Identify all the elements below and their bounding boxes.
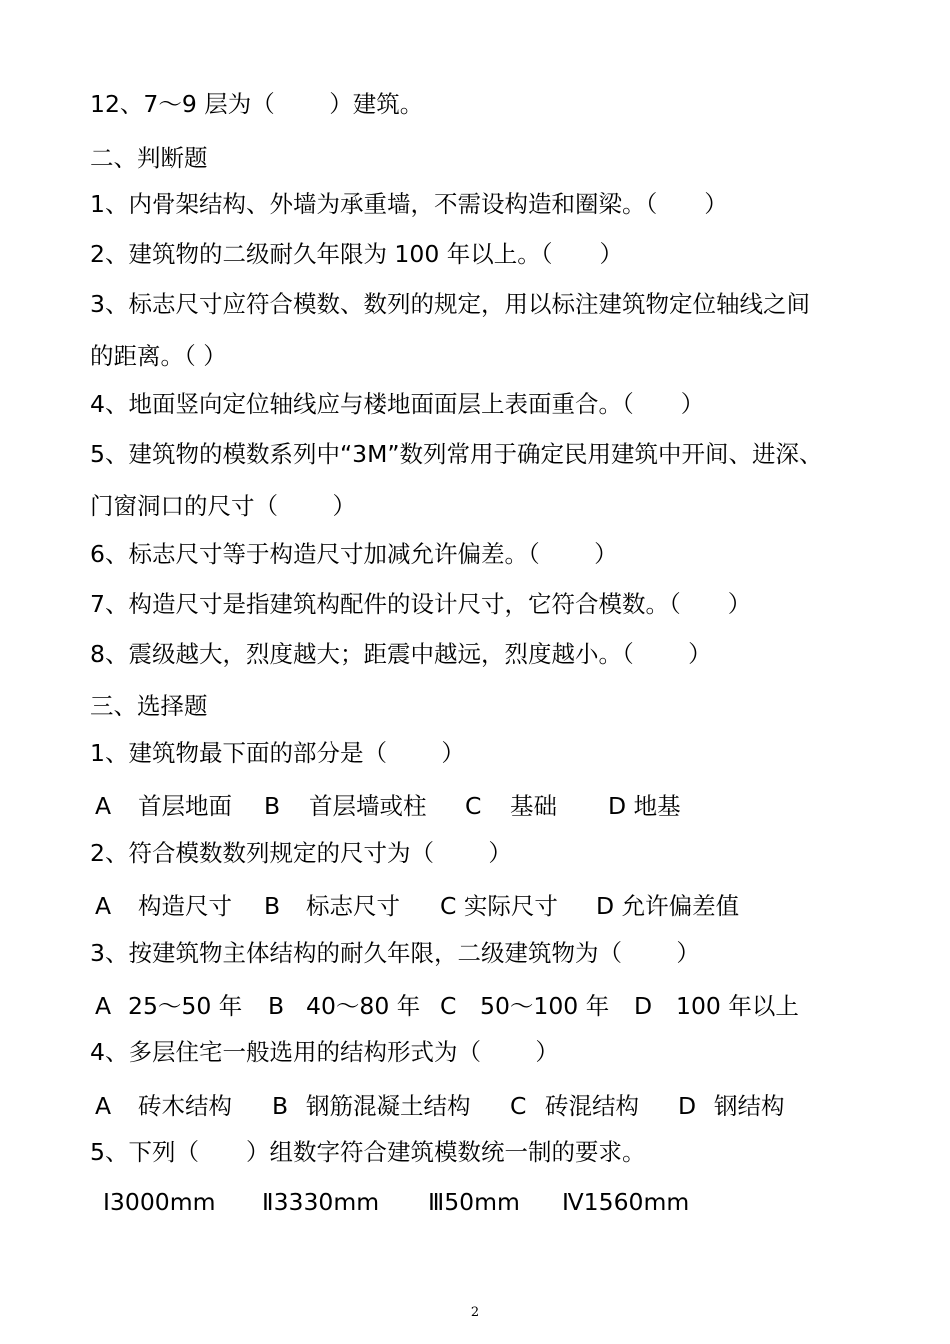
mc-question-1: 1、建筑物最下面的部分是（ ） xyxy=(90,739,465,767)
option-roman-1: Ⅰ3000mm xyxy=(103,1188,216,1216)
mc-question-4: 4、多层住宅一般选用的结构形式为（ ） xyxy=(90,1038,559,1066)
mc-question-2: 2、符合模数数列规定的尺寸为（ ） xyxy=(90,839,512,867)
option-d: D 地基 xyxy=(608,792,681,820)
option-label-d: D xyxy=(634,992,653,1020)
tf-question-3-continued: 的距离。（ ） xyxy=(90,342,227,370)
option-c-text: 基础 xyxy=(510,792,557,820)
option-roman-4: Ⅳ1560mm xyxy=(562,1188,690,1216)
option-label-a: A xyxy=(95,992,112,1020)
option-label-a: A xyxy=(95,792,112,820)
mc-question-3: 3、按建筑物主体结构的耐久年限，二级建筑物为（ ） xyxy=(90,939,700,967)
option-label-b: B xyxy=(272,1092,289,1120)
option-label-b: B xyxy=(268,992,285,1020)
option-label-c: C xyxy=(440,992,457,1020)
option-a-text: 首层地面 xyxy=(138,792,232,820)
tf-question-4: 4、地面竖向定位轴线应与楼地面面层上表面重合。（ ） xyxy=(90,390,705,418)
option-label-b: B xyxy=(264,892,281,920)
option-roman-3: Ⅲ50mm xyxy=(428,1188,520,1216)
section-heading-true-false: 二、判断题 xyxy=(90,144,208,172)
option-d: D 允许偏差值 xyxy=(596,892,740,920)
option-label-a: A xyxy=(95,892,112,920)
option-d-text: 钢结构 xyxy=(714,1092,785,1120)
option-c-text: 砖混结构 xyxy=(545,1092,639,1120)
option-b-text: 标志尺寸 xyxy=(306,892,400,920)
question-12-line: 12、7～9 层为（ ）建筑。 xyxy=(90,90,424,118)
option-b-text: 钢筋混凝土结构 xyxy=(306,1092,471,1120)
option-label-a: A xyxy=(95,1092,112,1120)
tf-question-1: 1、内骨架结构、外墙为承重墙，不需设构造和圈梁。（ ） xyxy=(90,190,728,218)
option-c-text: 50～100 年 xyxy=(480,992,610,1020)
section-heading-multiple-choice: 三、选择题 xyxy=(90,692,208,720)
option-label-d: D xyxy=(678,1092,697,1120)
tf-question-3: 3、标志尺寸应符合模数、数列的规定，用以标注建筑物定位轴线之间 xyxy=(90,290,810,318)
tf-question-5: 5、建筑物的模数系列中“3M”数列常用于确定民用建筑中开间、进深、 xyxy=(90,440,823,468)
tf-question-8: 8、震级越大，烈度越大；距震中越远，烈度越小。（ ） xyxy=(90,640,712,668)
tf-question-7: 7、构造尺寸是指建筑构配件的设计尺寸，它符合模数。（ ） xyxy=(90,590,752,618)
option-label-b: B xyxy=(264,792,281,820)
option-a-text: 砖木结构 xyxy=(138,1092,232,1120)
option-a-text: 构造尺寸 xyxy=(138,892,232,920)
page-number: 2 xyxy=(470,1305,480,1320)
tf-question-5-continued: 门窗洞口的尺寸（ ） xyxy=(90,492,356,520)
option-c: C 实际尺寸 xyxy=(440,892,558,920)
option-d-text: 100 年以上 xyxy=(676,992,799,1020)
option-b-text: 首层墙或柱 xyxy=(309,792,427,820)
option-roman-2: Ⅱ3330mm xyxy=(262,1188,380,1216)
option-label-c: C xyxy=(510,1092,527,1120)
option-a-text: 25～50 年 xyxy=(128,992,243,1020)
tf-question-6: 6、标志尺寸等于构造尺寸加减允许偏差。（ ） xyxy=(90,540,618,568)
option-label-c: C xyxy=(465,792,482,820)
mc-question-5: 5、下列（ ）组数字符合建筑模数统一制的要求。 xyxy=(90,1138,646,1166)
tf-question-2: 2、建筑物的二级耐久年限为 100 年以上。（ ） xyxy=(90,240,623,268)
option-b-text: 40～80 年 xyxy=(306,992,421,1020)
